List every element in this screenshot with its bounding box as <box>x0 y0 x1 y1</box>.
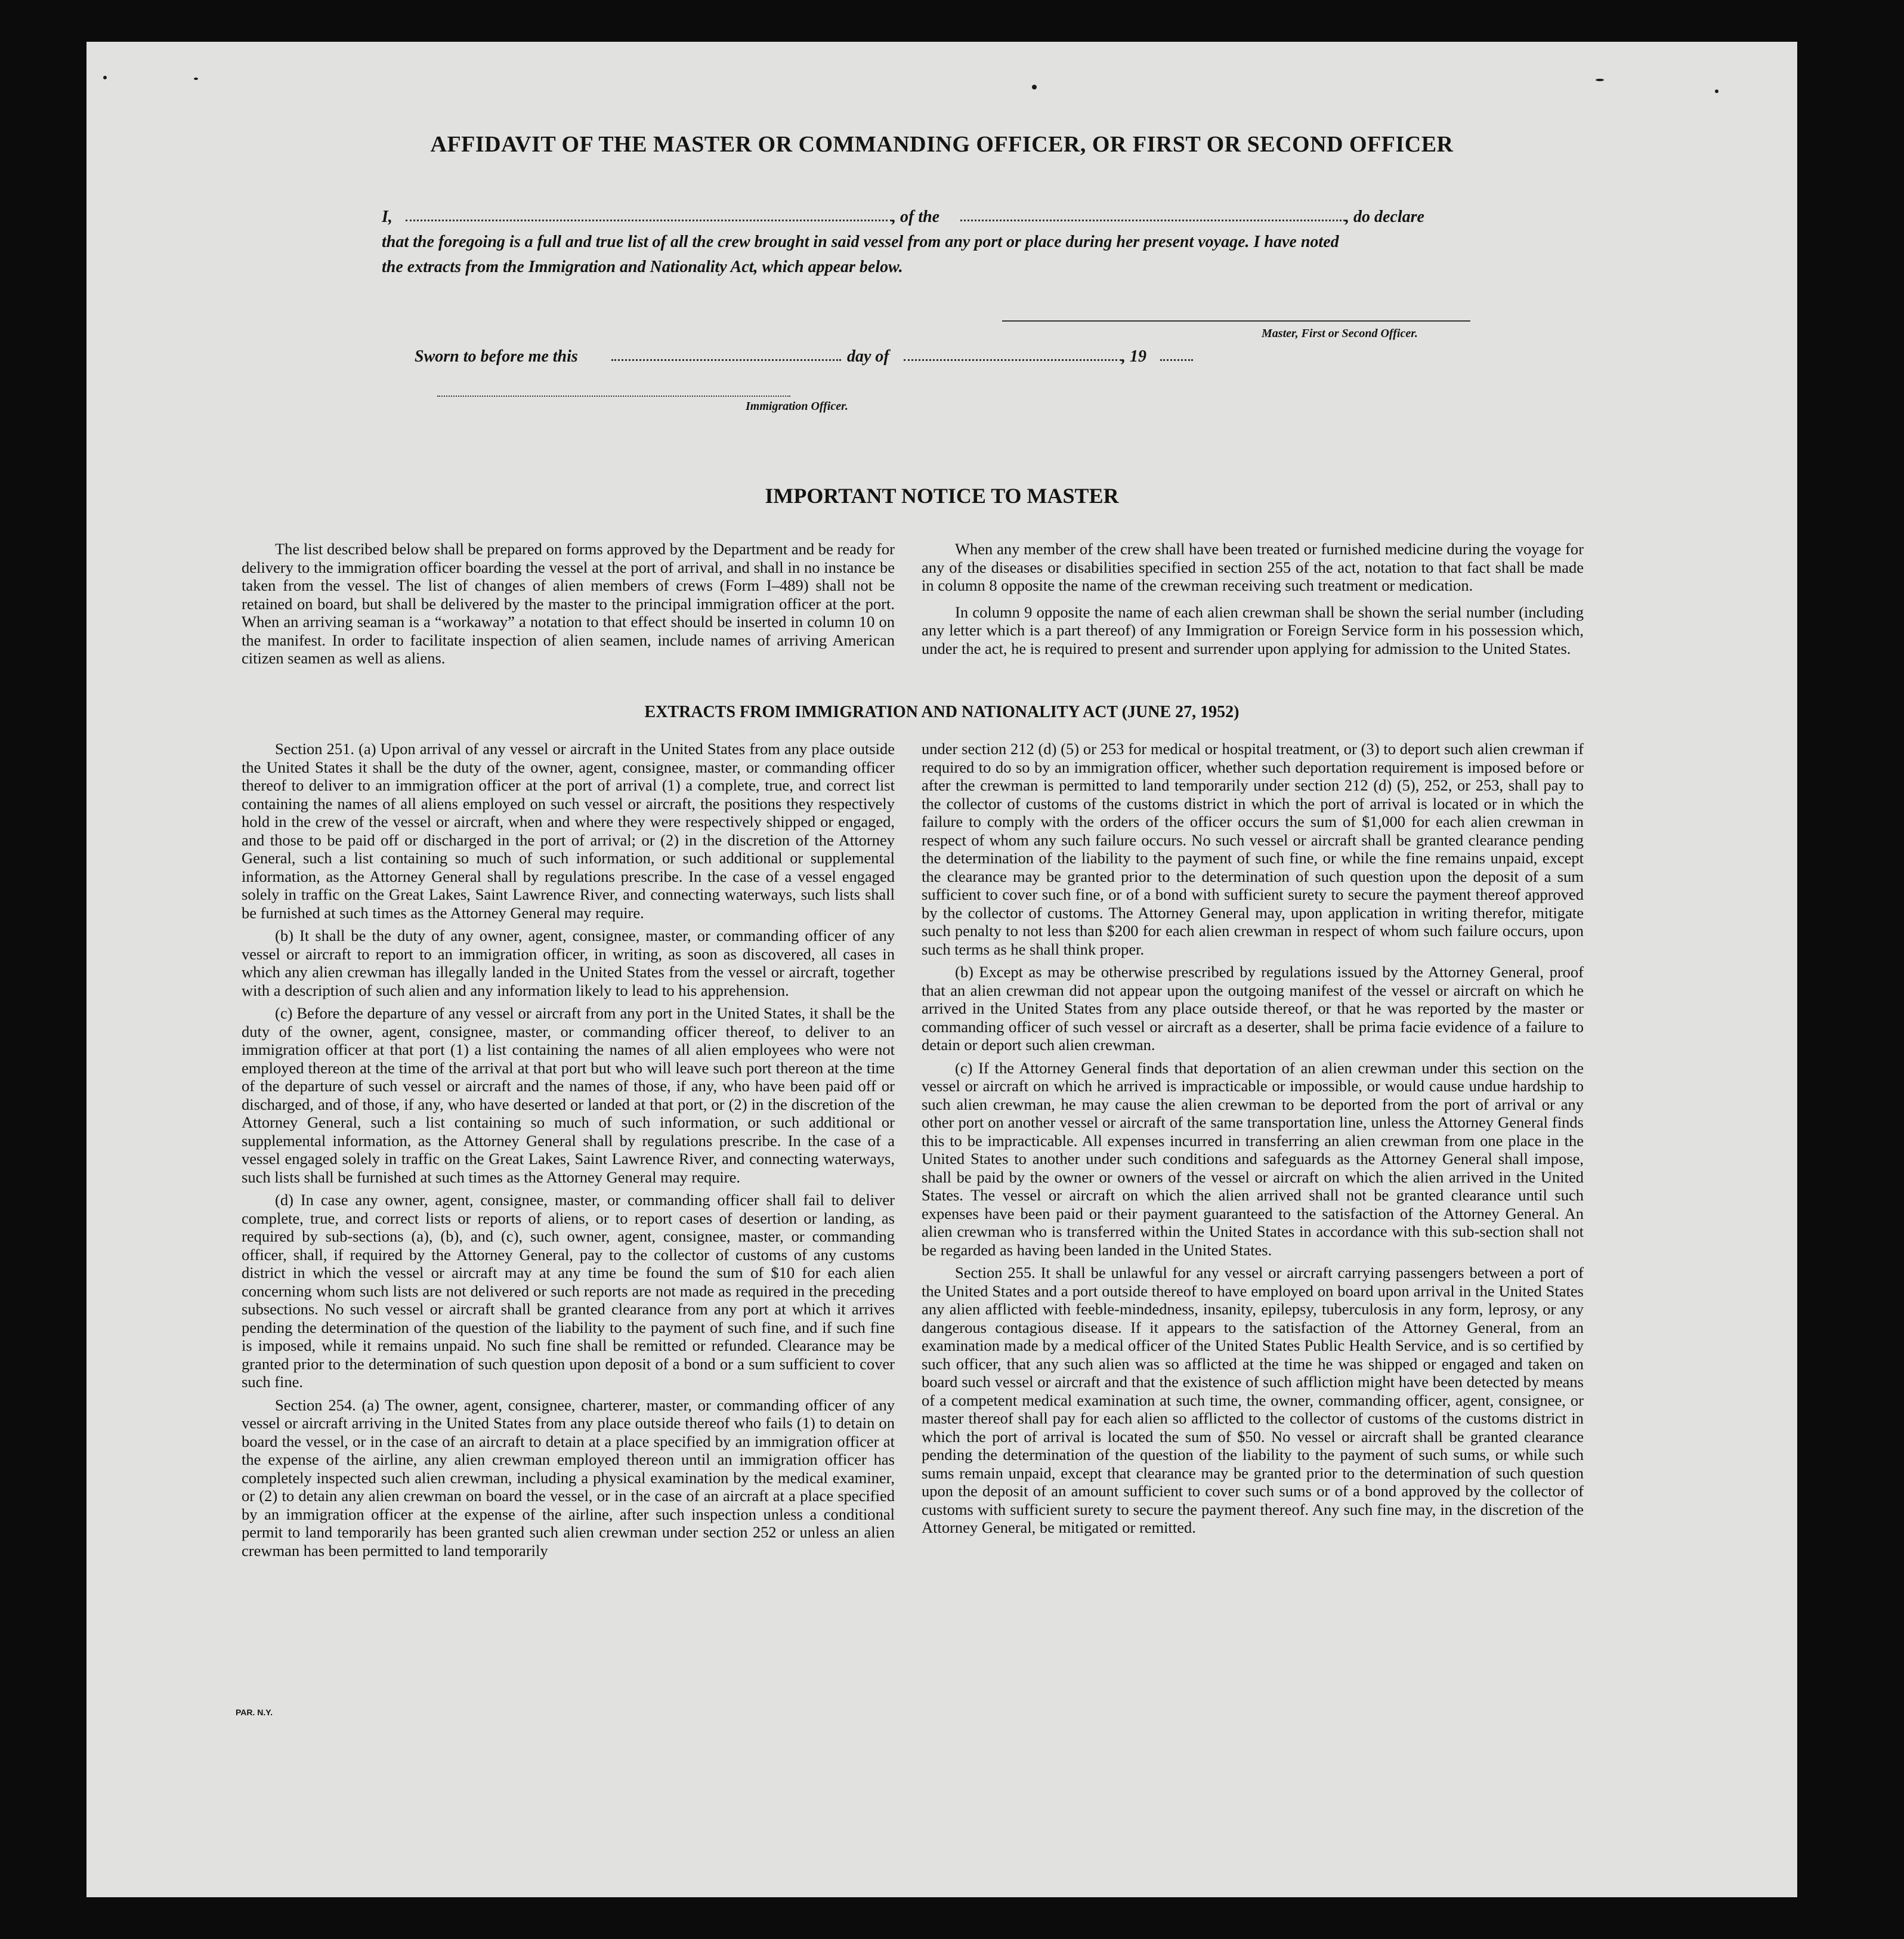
sworn-text: Sworn to before me this <box>415 347 578 366</box>
extracts-right-column <box>922 740 1584 1537</box>
notice-left-column <box>242 540 895 668</box>
decl-line-3: the extracts from the Immigration and Nationality Act, which appear below. <box>382 258 903 276</box>
printer-mark: PAR. N.Y. <box>236 1708 273 1717</box>
year-field-line[interactable] <box>1160 359 1193 361</box>
month-field-line[interactable] <box>904 359 1121 361</box>
decl-of-the: , of the <box>892 208 940 226</box>
master-signature-line[interactable] <box>1002 320 1470 322</box>
extracts-title: EXTRACTS FROM IMMIGRATION AND NATIONALITY ACT (JUNE 27, 1952) <box>644 703 1240 721</box>
officer-signature-line[interactable] <box>437 396 790 397</box>
section-254-a-cont: under section 212 (d) (5) or 253 for medical or hospital treatment, or (3) to deport such alien crewman if required to do so by an immigration officer, whether such deportation requirement is imposed before or after the crewman is permitted to land temporarily under section 212 (d) (5), 252, or 253, shall pay to the collector of customs of the customs district in which the port of arrival is located or in which the failure to comply with the orders of the officer occurs the sum of $1,000 for each alien crewman in respect of whom any such failure occurs. No such vessel or aircraft shall be granted clearance pending the determination of the liability to the payment of such fine, or while the fine remains unpaid, except the clearance may be granted prior to the determination of such question upon the deposit of a sum sufficient to cover such fine, or of a bond with sufficient surety to secure the payment thereof approved by the collector of customs. The Attorney General may, upon application in writing therefor, mitigate such penalty to not less than $200 for each alien crewman in respect of whom such failure occurs, upon such terms as he shall think proper. <box>922 740 1584 958</box>
section-254-c: (c) If the Attorney General finds that deportation of an alien crewman under this section on the vessel or aircraft on which he arrived is impracticable or impossible, or would cause undue hardship to such alien crewman, he may cause the alien crewman to be deported from the port of arrival or any other port on another vessel or aircraft of the same transportation line, unless the Attorney General finds this to be impracticable. All expenses incurred in transferring an alien crewman from one place in the United States to another under such conditions and safeguards as the Attorney General shall impose, shall be paid by the owner or owners of the vessel or aircraft on which the alien arrived in the United States. The vessel or aircraft on which the alien arrived shall not be granted clearance until such expenses have been paid or their payment guaranteed to the satisfaction of the Attorney General. An alien crewman who is transferred within the United States in accordance with this sub-section shall not be regarded as having been landed in the United States. <box>922 1058 1584 1259</box>
affidavit-title: AFFIDAVIT OF THE MASTER OR COMMANDING OFFICER, OR FIRST OR SECOND OFFICER <box>430 132 1454 157</box>
section-255: Section 255. It shall be unlawful for any vessel or aircraft carrying passengers between a port of the United States and a port outside thereof to have employed on board upon arrival in the United States any alien afflicted with feeble-mindedness, insanity, epilepsy, tuberculosis in any form, leprosy, or any dangerous contagious disease. If it appears to the satisfaction of the Attorney General, from an examination made by a medical officer of the United States Public Health Service, and is so certified by such officer, that any such alien was so afflicted at the time he was shipped or engaged and taken on board such vessel or aircraft and that the existence of such affliction might have been detected by means of a competent medical examination at such time, the owner, commanding officer, agent, consignee, or master thereof shall pay for each alien so afflicted to the collector of customs of the customs district in which the port of arrival is located the sum of $50. No vessel or aircraft shall be granted clearance pending the determination of the question of the liability to the payment of such sums, or while such sums remain unpaid, except that clearance may be granted prior to the determination of such question upon the deposit of an amount sufficient to cover such sums or of a bond approved by the collector of customs with sufficient surety to secure the payment thereof. Any such fine may, in the discretion of the Attorney General, be mitigated or remitted. <box>922 1264 1584 1536</box>
notice-left-paragraph: The list described below shall be prepared on forms approved by the Department and be ready for delivery to the immigration officer boarding the vessel at the port of arrival, and shall in no instance be taken from the vessel. The list of changes of alien members of crews (Form I–489) shall not be retained on board, but shall be delivered by the master to the principal immigration officer at the port. When an arriving seaman is a “workaway” a notation to that effect should be inserted in column 10 on the manifest. In order to facilitate inspection of alien seamen, include names of arriving American citizen seamen as well as aliens. <box>242 540 895 667</box>
scan-speck <box>194 78 198 80</box>
scan-speck <box>1596 79 1604 81</box>
decl-do-declare: , do declare <box>1345 208 1424 226</box>
section-251-b: (b) It shall be the duty of any owner, agent, consignee, master, or commanding officer of any vessel or aircraft to report to an immigration officer, in writing, as soon as discovered, all cases in which any alien crewman has illegally landed in the United States from the vessel or aircraft, together with a description of such alien and any information likely to lead to his apprehension. <box>242 927 895 999</box>
scan-speck <box>103 76 107 79</box>
section-251-d: (d) In case any owner, agent, consignee, master, or commanding officer shall fail to deliver complete, true, and correct lists or reports of aliens, or to report cases of desertion or landing, as required by sub-sections (a), (b), and (c), such owner, agent, consignee, master, or commanding officer, shall, if required by the Attorney General, pay to the collector of customs of any customs district in which the vessel or aircraft may at any time be found the sum of $10 for each alien concerning whom such lists are not delivered or such reports are not made as required in the preceding subsections. No such vessel or aircraft shall be granted clearance from any port at which it arrives pending the determination of the question of the liability to the payment of such fine, and if such fine is imposed, while it remains unpaid. No such fine shall be remitted or refunded. Clearance may be granted prior to the determination of such question upon deposit of a bond or a sum sufficient to cover such fine. <box>242 1191 895 1391</box>
section-254-b: (b) Except as may be otherwise prescribed by regulations issued by the Attorney General, proof that an alien crewman did not appear upon the outgoing manifest of the vessel or aircraft on which he arrived in the United States from any place outside thereof, or that he was reported by the master or commanding officer of such vessel or aircraft as a deserter, shall be prima facie evidence of a failure to detain or deport such alien crewman. <box>922 963 1584 1054</box>
day-of-text: day of <box>847 347 889 366</box>
notice-right-paragraph-1: When any member of the crew shall have been treated or furnished medicine during the voyage for any of the diseases or disabilities specified in section 255 of the act, notation to that fact shall be made in column 8 opposite the name of the crewman receiving such treatment or medication. <box>922 540 1584 594</box>
notice-right-paragraph-2: In column 9 opposite the name of each alien crewman shall be shown the serial number (including any letter which is a part thereof) of any Immigration or Foreign Service form in his possession which, under the act, he is required to present and surrender upon applying for admission to the United States. <box>922 603 1584 657</box>
decl-i: I, <box>382 208 392 226</box>
decl-line-2: that the foregoing is a full and true list of all the crew brought in said vessel from any port or place during her present voyage. I have noted <box>382 233 1339 251</box>
officer-signature-label: Immigration Officer. <box>746 400 848 413</box>
day-field-line[interactable] <box>611 359 841 361</box>
notice-right-column <box>922 540 1584 657</box>
scan-speck <box>1715 89 1718 93</box>
master-signature-label: Master, First or Second Officer. <box>1262 327 1418 340</box>
form-page <box>86 42 1797 1897</box>
year-prefix: , 19 <box>1121 347 1146 366</box>
extracts-left-column <box>242 740 895 1560</box>
name-field-line[interactable] <box>406 220 892 221</box>
section-251-c: (c) Before the departure of any vessel or aircraft from any port in the United States, it shall be the duty of the owner, agent, consignee, master, or commanding officer thereof, to deliver to an immigration officer at that port (1) a list containing the names of all alien employees who were not employed thereon at the time of the arrival at that port but who will leave such port thereon at the time of the departure of such vessel or aircraft and the names of those, if any, who have been paid off or discharged, and of those, if any, who have deserted or landed at that port, or (2) in the discretion of the Attorney General, such a list containing so much of such information, or such additional or supplemental information, as the Attorney General shall by regulations prescribe. In the case of a vessel engaged solely in traffic on the Great Lakes, Saint Lawrence River, and connecting waterways, such lists shall be furnished at such times as the Attorney General may require. <box>242 1004 895 1186</box>
notice-title: IMPORTANT NOTICE TO MASTER <box>765 484 1119 508</box>
section-254-a: Section 254. (a) The owner, agent, consignee, charterer, master, or commanding officer of any vessel or aircraft arriving in the United States from any place outside thereof who fails (1) to detain on board the vessel, or in the case of an aircraft to detain at a place specified by an immigration officer at the expense of the airline, any alien crewman employed thereon until an immigration officer has completely inspected such alien crewman, including a physical examination by the medical examiner, or (2) to detain any alien crewman on board the vessel, or in the case of an aircraft at a place specified by an immigration officer at the expense of the airline, after such inspection unless a conditional permit to land temporarily has been granted such alien crewman under section 252 or unless an alien crewman has been permitted to land temporarily <box>242 1395 895 1560</box>
scan-speck <box>1032 85 1037 89</box>
section-251-a: Section 251. (a) Upon arrival of any vessel or aircraft in the United States from any place outside the United States it shall be the duty of the owner, agent, consignee, master, or commanding officer thereof to deliver to an immigration officer at the port of arrival (1) a complete, true, and correct list containing the names of all aliens employed on such vessel or aircraft, the positions they respectively hold in the crew of the vessel or aircraft, when and where they were respectively shipped or engaged, and those to be paid off or discharged in the port of arrival; or (2) in the discretion of the Attorney General, such a list containing so much of such information, or such additional or supplemental information, as the Attorney General shall by regulations prescribe. In the case of a vessel engaged solely in traffic on the Great Lakes, Saint Lawrence River, and connecting waterways, such lists shall be furnished at such times as the Attorney General may require. <box>242 740 895 922</box>
vessel-field-line[interactable] <box>960 220 1345 221</box>
